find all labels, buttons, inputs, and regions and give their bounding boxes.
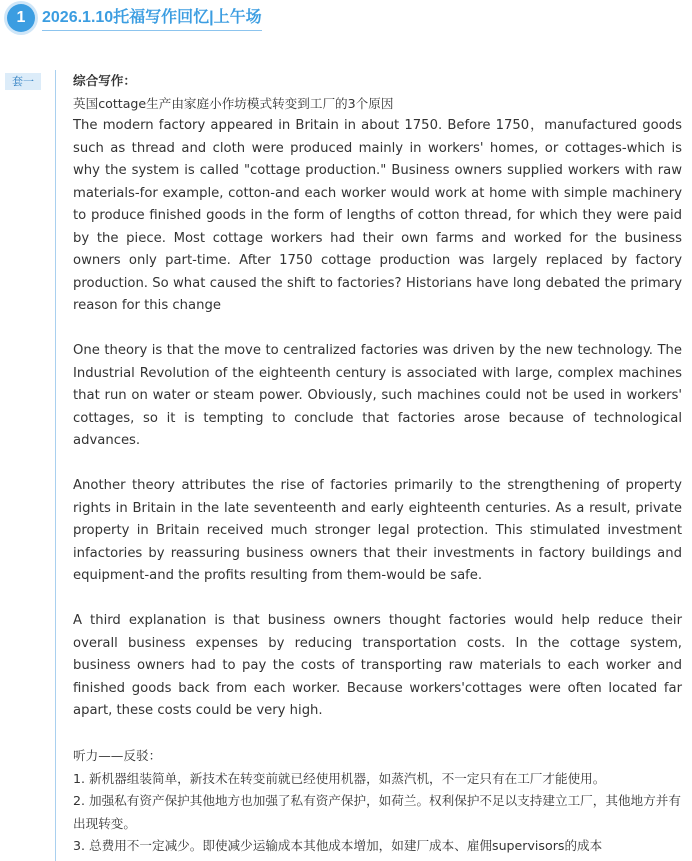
timeline-divider xyxy=(55,70,56,861)
article-content xyxy=(73,70,682,858)
reading-paragraph-1: The modern factory appeared in Britain in about 1750. Before 1750，manufactured goods such as thread and cloth were produced mainly in workers' homes, or cottages-which is why the system is called "cottage production." Business owners supplied workers with raw materials-for example, cotton-and each worker would work at home with simple machinery to produce finished goods in the form of lengths of cotton thread, for which they were paid by the piece. Most cottage workers had their own farms and worked for the business owners only part-time. After 1750 cottage production was largely replaced by factory production. So what caused the shift to factories? Historians have long debated the primary reason for this change xyxy=(73,118,682,313)
section-heading: 综合写作： xyxy=(73,73,136,88)
section-subtitle: 英国cottage生产由家庭小作坊模式转变到工厂的3个原因 xyxy=(73,95,394,111)
reading-paragraph-4: A third explanation is that business owners thought factories would help reduce their overall business expenses by reducing transportation costs. In the cottage system, business owners had to pay the costs of transporting raw materials to each worker and finished goods back from each worker. Because workers'cottages were often located far apart, these costs could be very high. xyxy=(73,613,682,718)
listening-heading: 听力——反驳： xyxy=(73,748,162,763)
listening-item: 1. 新机器组装简单，新技术在转变前就已经使用机器，如蒸汽机，不一定只有在工厂才能使用。 xyxy=(73,770,606,786)
page-title: 2026.1.10托福写作回忆|上午场 xyxy=(42,8,262,31)
listening-item: 3. 总费用不一定减少。即使减少运输成本其他成本增加，如建厂成本、雇佣supervisors的成本 xyxy=(73,838,603,853)
section-header xyxy=(0,0,692,40)
listening-item: 2. 加强私有资产保护其他地方也加强了私有资产保护，如荷兰。权利保护不足以支持建立工厂，其他地方并有出现转变。 xyxy=(73,793,681,831)
set-label-tag: 套一 xyxy=(5,73,41,90)
listening-section xyxy=(73,745,682,858)
section-number-badge: 1 xyxy=(7,4,35,32)
reading-paragraph-3: Another theory attributes the rise of factories primarily to the strengthening of property rights in Britain in the late seventeenth and early eighteenth centuries. As a result, private property in Britain received much stronger legal protection. This stimulated investment infactories by reassuring business owners that their investments in factory buildings and equipment-and the profits resulting from them-would be safe. xyxy=(73,478,682,583)
reading-paragraph-2: One theory is that the move to centralized factories was driven by the new technology. The Industrial Revolution of the eighteenth century is associated with large, complex machines that run on water or steam power. Obviously, such machines could not be used in workers' cottages, so it is tempting to conclude that factories arose because of technological advances. xyxy=(73,343,682,448)
